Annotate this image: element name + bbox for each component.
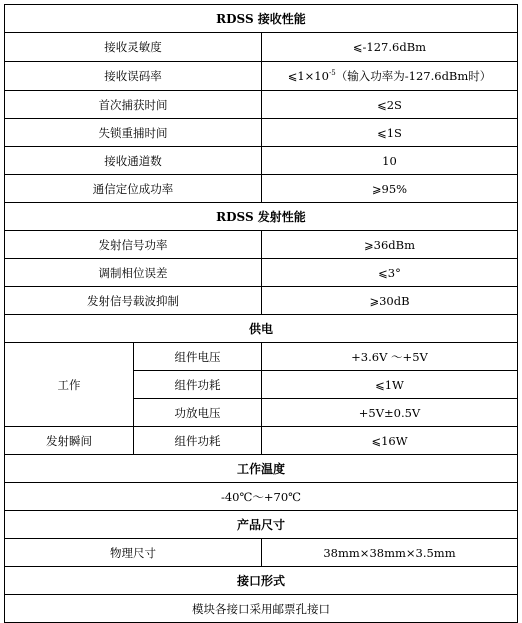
spec-value: ⩽1S: [262, 119, 518, 147]
spec-label: 失锁重捕时间: [5, 119, 262, 147]
table-row: [5, 287, 518, 315]
ber-exponent: -5: [328, 69, 336, 77]
section-title-interface: 接口形式: [5, 567, 518, 595]
spec-label: 组件电压: [134, 343, 262, 371]
spec-value: ⩾95%: [262, 175, 518, 203]
section-header-row: [5, 455, 518, 483]
power-group-burst: 发射瞬间: [5, 427, 134, 455]
spec-value-ber: [262, 62, 518, 91]
table-row: [5, 62, 518, 91]
spec-table: [4, 4, 518, 623]
spec-label: 调制相位误差: [5, 259, 262, 287]
spec-value: 38mm×38mm×3.5mm: [262, 539, 518, 567]
table-row: [5, 427, 518, 455]
section-title-rdss-receive: RDSS 接收性能: [5, 5, 518, 33]
spec-value: +5V±0.5V: [262, 399, 518, 427]
spec-value: ⩽16W: [262, 427, 518, 455]
table-row: [5, 91, 518, 119]
spec-label: 接收灵敏度: [5, 33, 262, 62]
spec-label: 物理尺寸: [5, 539, 262, 567]
section-header-row: [5, 567, 518, 595]
spec-value: ⩽2S: [262, 91, 518, 119]
section-header-row: [5, 315, 518, 343]
table-row: [5, 147, 518, 175]
spec-label: 通信定位成功率: [5, 175, 262, 203]
spec-label: 发射信号载波抑制: [5, 287, 262, 315]
spec-label: 功放电压: [134, 399, 262, 427]
table-row: [5, 175, 518, 203]
section-header-row: [5, 203, 518, 231]
spec-value: ⩽-127.6dBm: [262, 33, 518, 62]
table-row: [5, 539, 518, 567]
spec-label: 组件功耗: [134, 371, 262, 399]
section-header-row: [5, 5, 518, 33]
interface-value: 模块各接口采用邮票孔接口: [5, 595, 518, 623]
spec-value: +3.6V ～+5V: [262, 343, 518, 371]
table-row: [5, 119, 518, 147]
section-title-rdss-transmit: RDSS 发射性能: [5, 203, 518, 231]
table-row: [5, 595, 518, 623]
table-row: [5, 343, 518, 371]
spec-label: 接收误码率: [5, 62, 262, 91]
section-title-size: 产品尺寸: [5, 511, 518, 539]
ber-prefix: ⩽1×10: [287, 69, 329, 83]
ber-suffix: （输入功率为-127.6dBm时）: [335, 69, 492, 83]
spec-label: 接收通道数: [5, 147, 262, 175]
table-row: [5, 231, 518, 259]
section-title-temperature: 工作温度: [5, 455, 518, 483]
spec-value: ⩽1W: [262, 371, 518, 399]
section-header-row: [5, 511, 518, 539]
table-row: [5, 483, 518, 511]
spec-label: 首次捕获时间: [5, 91, 262, 119]
spec-label: 发射信号功率: [5, 231, 262, 259]
section-title-power: 供电: [5, 315, 518, 343]
temperature-value: -40℃～+70℃: [5, 483, 518, 511]
spec-value: ⩾30dB: [262, 287, 518, 315]
table-row: [5, 33, 518, 62]
spec-value: 10: [262, 147, 518, 175]
table-row: [5, 259, 518, 287]
spec-value: ⩽3°: [262, 259, 518, 287]
spec-value: ⩾36dBm: [262, 231, 518, 259]
spec-label: 组件功耗: [134, 427, 262, 455]
power-group-work: 工作: [5, 343, 134, 427]
